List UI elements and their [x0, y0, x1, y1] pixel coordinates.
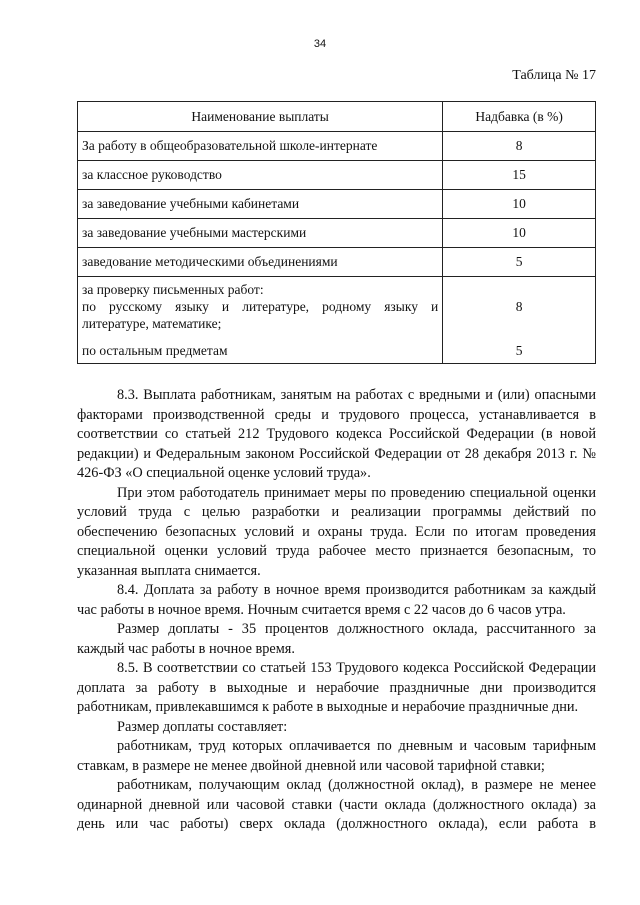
paragraph: 8.3. Выплата работникам, занятым на работах с вредными и (или) опасными факторами производственной среды и трудового процесса, устанавливается в соответствии со статьей 212 Трудового кодекса Российской Федерации (в новой редакции) и Федеральным законом Российской Федерации от 28 декабря 2013 г. № 426-ФЗ «О специальной оценке условий труда».: [77, 387, 596, 481]
row-name: за классное руководство: [78, 161, 443, 190]
row-name: [78, 277, 443, 364]
header-payment-name: Наименование выплаты: [78, 102, 443, 132]
table-row: [78, 219, 596, 248]
table-row: [78, 248, 596, 277]
table-caption: Таблица № 17: [512, 68, 596, 83]
paragraph: 8.5. В соответствии со статьей 153 Трудового кодекса Российской Федерации доплата за работу в выходные и нерабочие праздничные дни производится работникам, привлекавшимся к работе в выходные и нерабочие праздничные дни.: [77, 660, 596, 715]
header-allowance-percent: Надбавка (в %): [443, 102, 596, 132]
check-heading: за проверку письменных работ:: [82, 282, 264, 297]
table-header-row: [78, 102, 596, 132]
allowance-table: [77, 101, 596, 364]
row-name: за заведование учебными мастерскими: [78, 219, 443, 248]
check-subjects-line: по русскому языку и литературе, родному языку и: [82, 299, 439, 314]
paragraph: Размер доплаты составляет:: [117, 718, 288, 735]
row-name: За работу в общеобразовательной школе-интернате: [78, 132, 443, 161]
paragraph: работникам, труд которых оплачивается по дневным и часовым тарифным ставкам, в размере не менее двойной дневной или часовой тарифной ставки;: [77, 738, 596, 774]
row-name: заведование методическими объединениями: [78, 248, 443, 277]
check-other-subjects: по остальным предметам: [82, 343, 228, 358]
check-subjects-line-cont: литературе, математике;: [82, 316, 222, 331]
paragraph: Размер доплаты - 35 процентов должностного оклада, рассчитанного за каждый час работы в ночное время.: [77, 621, 596, 657]
page-number: 34: [313, 38, 327, 50]
body-text: [77, 386, 596, 835]
check-value-main: 8: [515, 299, 523, 314]
check-value-other: 5: [515, 343, 523, 358]
row-name: за заведование учебными кабинетами: [78, 190, 443, 219]
paragraph: При этом работодатель принимает меры по проведению специальной оценки условий труда с целью разработки и реализации программы действий по обеспечению безопасных условий и охраны труда. Если по итогам проведения специальной оценки условий труда рабочее место признается безопасным, то указанная выплата снимается.: [77, 484, 596, 579]
table-row-written-work-check: [78, 277, 596, 364]
row-value: [443, 277, 596, 364]
row-value: 8: [443, 132, 596, 161]
row-value: 15: [443, 161, 596, 190]
row-value: 5: [443, 248, 596, 277]
table-row: [78, 161, 596, 190]
table-row: [78, 190, 596, 219]
row-value: 10: [443, 219, 596, 248]
paragraph: работникам, получающим оклад (должностной оклад), в размере не менее одинарной дневной или часовой ставки (части оклада (должностного оклада) за день или час работы) сверх оклада (должностного оклада), если работа в: [77, 777, 596, 832]
paragraph: 8.4. Доплата за работу в ночное время производится работникам за каждый час работы в ночное время. Ночным считается время с 22 часов до 6 часов утра.: [77, 582, 596, 618]
row-value: 10: [443, 190, 596, 219]
table-row: [78, 132, 596, 161]
